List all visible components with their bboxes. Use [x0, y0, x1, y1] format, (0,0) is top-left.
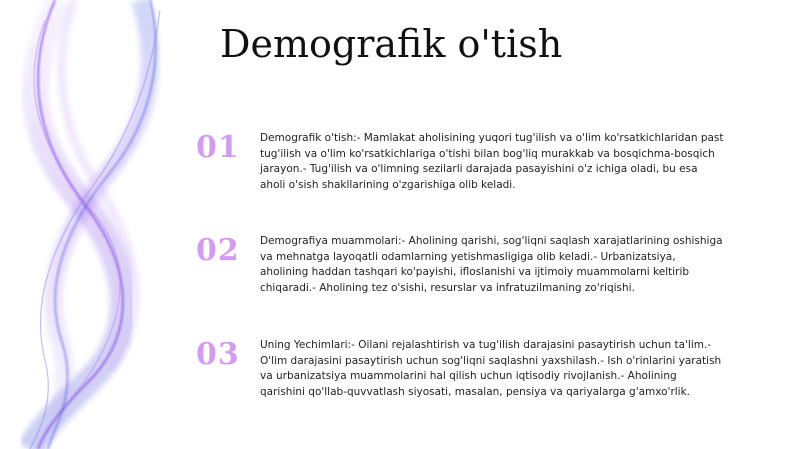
item-text: Demografiya muammolari:- Aholining qarishi, sog'liqni saqlash xarajatlarining oshishiga va mehnatga layoqatli odamlarning yetishmasligiga olib keladi.- Urbanizatsiya, aholining haddan tashqari ko'payishi, ifloslanishi va ijtimoiy muammolarni keltirib chiqaradi.- Aholining tez o'sishi, resurslar va infratuzilmaning zo'riqishi. [260, 235, 723, 294]
slide-title: Demografik o'tish [220, 22, 563, 66]
item-number: 02 [196, 233, 240, 268]
item-text: Demografik o'tish:- Mamlakat aholisining yuqori tug'ilish va o'lim ko'rsatkichlaridan past tug'ilish va o'lim ko'rsatkichlariga o'tishi bilan bog'liq murakkab va bosqichma-bosqich jarayon.- Tug'ilish va o'limning sezilarli darajada pasayishini o'z ichiga oladi, bu esa aholi o'sish shakllarining o'zgarishiga olib keladi. [260, 132, 724, 191]
item-number: 03 [196, 337, 240, 372]
purple-smoke-wave-decoration [0, 0, 240, 449]
item-number: 01 [196, 130, 240, 165]
item-text: Uning Yechimlari:- Oilani rejalashtirish va tug'ilish darajasini pasaytirish uchun ta'lim.- O'lim darajasini pasaytirish uchun sog'liqni saqlashni yaxshilash.- Ish o'rinlarini yaratish va urbanizatsiya muammolarini hal qilish uchun iqtisodiy rivojlanish.- Aholining qarishini qo'llab-quvvatlash siyosati, masalan, pensiya va qariyalarga g'amxo'rlik. [260, 339, 722, 398]
